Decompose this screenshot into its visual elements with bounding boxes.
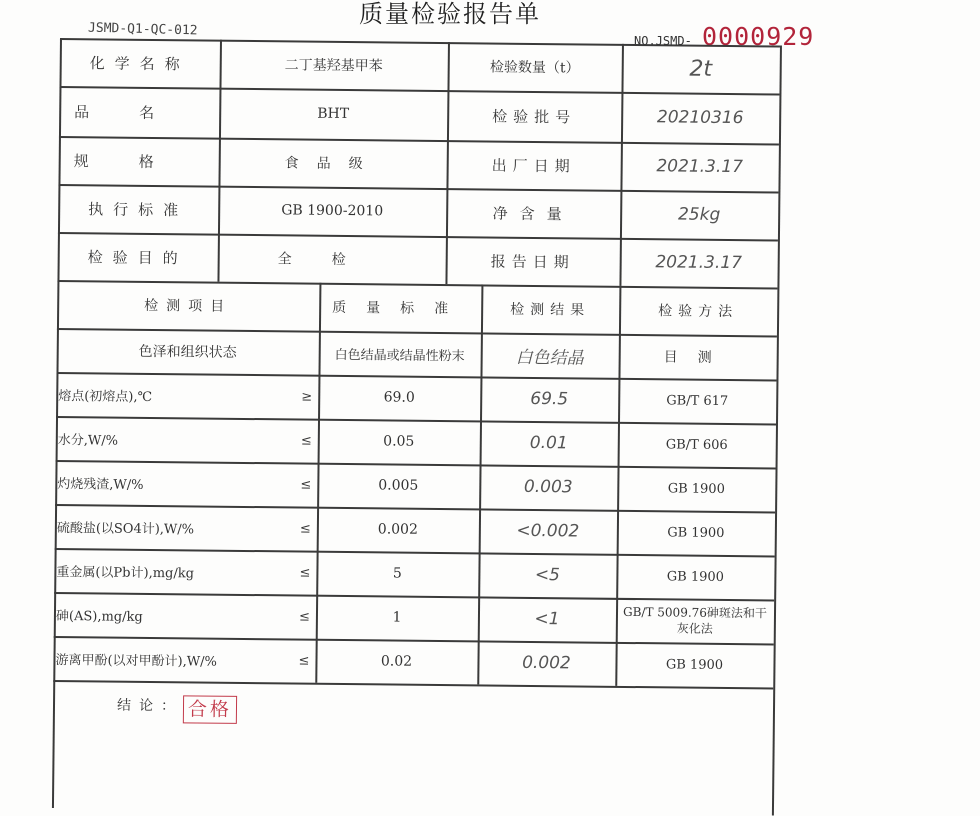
comparison-symbol: ≤ (299, 521, 311, 537)
product-value: BHT (317, 105, 350, 123)
test-item (54, 592, 316, 639)
col-header-method: 检验方法 (658, 303, 739, 321)
test-method: GB 1900 (666, 568, 725, 585)
test-result: <0.002 (516, 520, 580, 542)
report-number-label: NO.JSMD- (634, 34, 692, 48)
spec-label: 规格 (73, 151, 204, 172)
net-content-label: 净含量 (492, 204, 574, 223)
test-method: GB 1900 (665, 656, 724, 673)
test-method: GB/T 617 (666, 392, 729, 409)
quality-standard: 0.05 (383, 433, 415, 450)
test-item-label: 砷(AS),mg/kg (55, 608, 143, 625)
document-id: JSMD-Q1-QC-012 (87, 20, 198, 39)
quality-standard: 0.002 (377, 521, 419, 538)
test-item-label: 重金属(以Pb计),mg/kg (56, 564, 195, 581)
quality-standard: 白色结晶或结晶性粉末 (334, 347, 465, 364)
quality-standard: 0.005 (378, 477, 419, 494)
quantity-label: 检验数量（t） (489, 59, 580, 77)
test-result: 69.5 (530, 388, 569, 410)
quality-standard: 69.0 (383, 389, 415, 406)
test-item-label: 熔点(初熔点),℃ (58, 388, 153, 405)
comparison-symbol: ≤ (298, 653, 310, 669)
purpose-label: 检验目的 (87, 247, 188, 267)
test-result: 0.002 (522, 652, 571, 674)
test-item (55, 504, 317, 551)
test-item: 色泽和组织状态 (138, 343, 237, 361)
test-result: 0.003 (523, 476, 573, 498)
comparison-symbol: ≤ (300, 477, 312, 493)
test-item-label: 硫酸盐(以SO4计),W/% (56, 520, 195, 537)
report-number-value: 0000929 (702, 22, 815, 51)
comparison-symbol: ≤ (299, 565, 311, 581)
test-result: 0.01 (529, 432, 568, 454)
test-result: <1 (534, 609, 560, 630)
test-method: GB 1900 (667, 480, 725, 497)
report-date-value: 2021.3.17 (655, 252, 743, 274)
test-item (56, 372, 318, 419)
quality-standard: 5 (392, 565, 402, 582)
test-result: <5 (534, 565, 561, 586)
quantity-value: 2t (689, 56, 713, 82)
col-header-result: 检测结果 (510, 301, 591, 319)
report-title: 质量检验报告单 (359, 0, 541, 28)
test-item-label: 水分,W/% (57, 432, 119, 449)
batch-value: 20210316 (656, 107, 744, 129)
product-label: 品名 (74, 102, 205, 123)
chemical-name-label: 化学名称 (89, 53, 190, 73)
purpose-value: 全检 (277, 251, 386, 269)
spec-value: 食品级 (284, 155, 381, 173)
col-header-item: 检测项目 (144, 297, 233, 315)
test-method: GB/T 606 (665, 436, 728, 453)
comparison-symbol: ≤ (300, 433, 312, 449)
test-item (55, 460, 317, 507)
test-item-label: 灼烧残渣,W/% (57, 476, 144, 493)
comparison-symbol: ≤ (298, 609, 311, 625)
test-item (54, 548, 316, 595)
chemical-name-value: 二丁基羟基甲苯 (284, 57, 383, 75)
batch-label: 检验批号 (492, 107, 577, 126)
test-item (53, 636, 315, 683)
quality-standard: 1 (392, 609, 402, 626)
report-form (52, 38, 780, 815)
test-item (56, 416, 318, 463)
col-header-standard: 质量标准 (332, 299, 469, 318)
comparison-symbol: ≥ (301, 389, 313, 405)
qualified-stamp: 合格 (183, 695, 237, 724)
mfg-date-value: 2021.3.17 (656, 156, 744, 178)
quality-standard: 0.02 (380, 653, 413, 670)
test-method: GB 1900 (667, 524, 725, 541)
test-method: 目测 (663, 349, 732, 367)
report-date-label: 报告日期 (490, 252, 575, 271)
test-item-label: 游离甲酚(以对甲酚计),W/% (55, 652, 217, 670)
net-content-value: 25kg (677, 204, 721, 225)
mfg-date-label: 出厂日期 (491, 156, 576, 175)
conclusion-label: 结论： (116, 697, 184, 715)
standard-value: GB 1900-2010 (281, 202, 384, 220)
test-method: GB/T 5009.76砷斑法和干灰化法 (622, 604, 768, 636)
test-result: 白色结晶 (515, 347, 584, 369)
standard-label: 执行标准 (88, 199, 189, 219)
